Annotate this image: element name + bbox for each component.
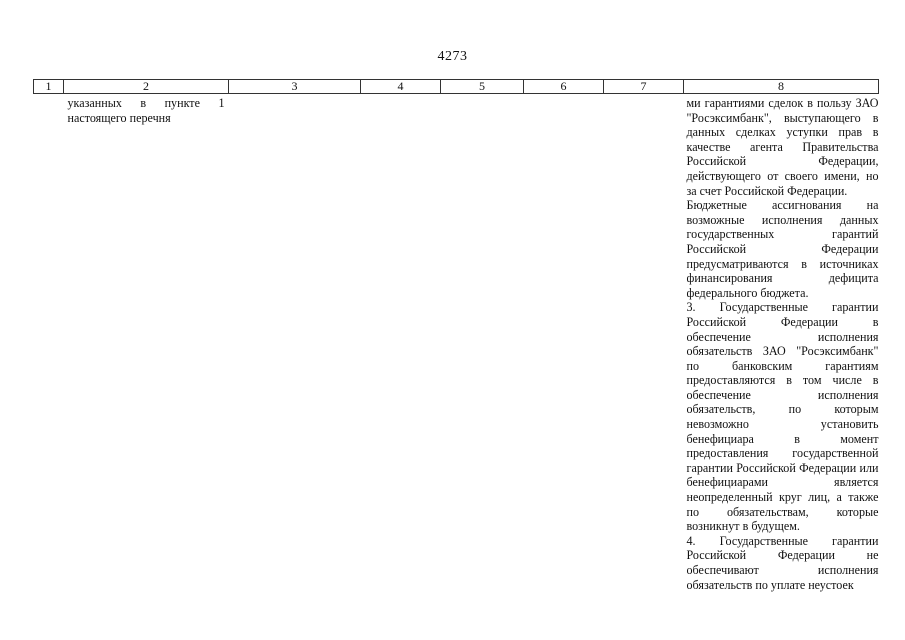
page-number: 4273: [437, 49, 468, 64]
cell-col-2: [64, 94, 229, 593]
column-header-6: 6: [524, 80, 604, 94]
column-header-2: 2: [64, 80, 229, 94]
cell-col-4: [361, 94, 441, 593]
column-number-row: [34, 80, 879, 94]
column-header-7: 7: [604, 80, 684, 94]
cell-col-3: [229, 94, 361, 593]
paragraph-continuation: ми гарантиями сделок в пользу ЗАО "Росэксимбанк", выступающего в данных сделках уступки прав в качестве агента Правительства Российской Федерации, действующего от своего имени, но за счет Российской Федерации.: [686, 96, 879, 198]
cell-col-6: [524, 94, 604, 593]
table-row: [34, 94, 879, 593]
cell-col-1: [34, 94, 64, 593]
column-header-3: 3: [229, 80, 361, 94]
cell-col-7: [604, 94, 684, 593]
cell-col-5: [441, 94, 524, 593]
paragraph-item-3: 3. Государственные гарантии Российской Федерации в обеспечение исполнения обязательств ЗАО "Росэксимбанк" по банковским гарантиям предоставляются в том числе в обеспечение исполнения обязательств, по которым невозможно установить бенефициара в момент предоставления государственной гарантии Российской Федерации или бенефициарами является неопределенный круг лиц, а также по обязательствам, которые возникнут в будущем.: [686, 300, 879, 534]
column-header-5: 5: [441, 80, 524, 94]
column-header-1: 1: [34, 80, 64, 94]
document-table: [33, 79, 879, 592]
paragraph-budget-allocations: Бюджетные ассигнования на возможные исполнения данных государственных гарантий Российской Федерации предусматриваются в источниках финансирования дефицита федерального бюджета.: [686, 198, 879, 300]
cell-col-2-text: указанных в пункте 1 настоящего перечня: [67, 96, 225, 125]
paragraph-item-4: 4. Государственные гарантии Российской Федерации не обеспечивают исполнения обязательств по уплате неустоек: [686, 533, 879, 592]
column-header-4: 4: [361, 80, 441, 94]
column-header-8: 8: [684, 80, 879, 94]
cell-col-8: [684, 94, 879, 593]
